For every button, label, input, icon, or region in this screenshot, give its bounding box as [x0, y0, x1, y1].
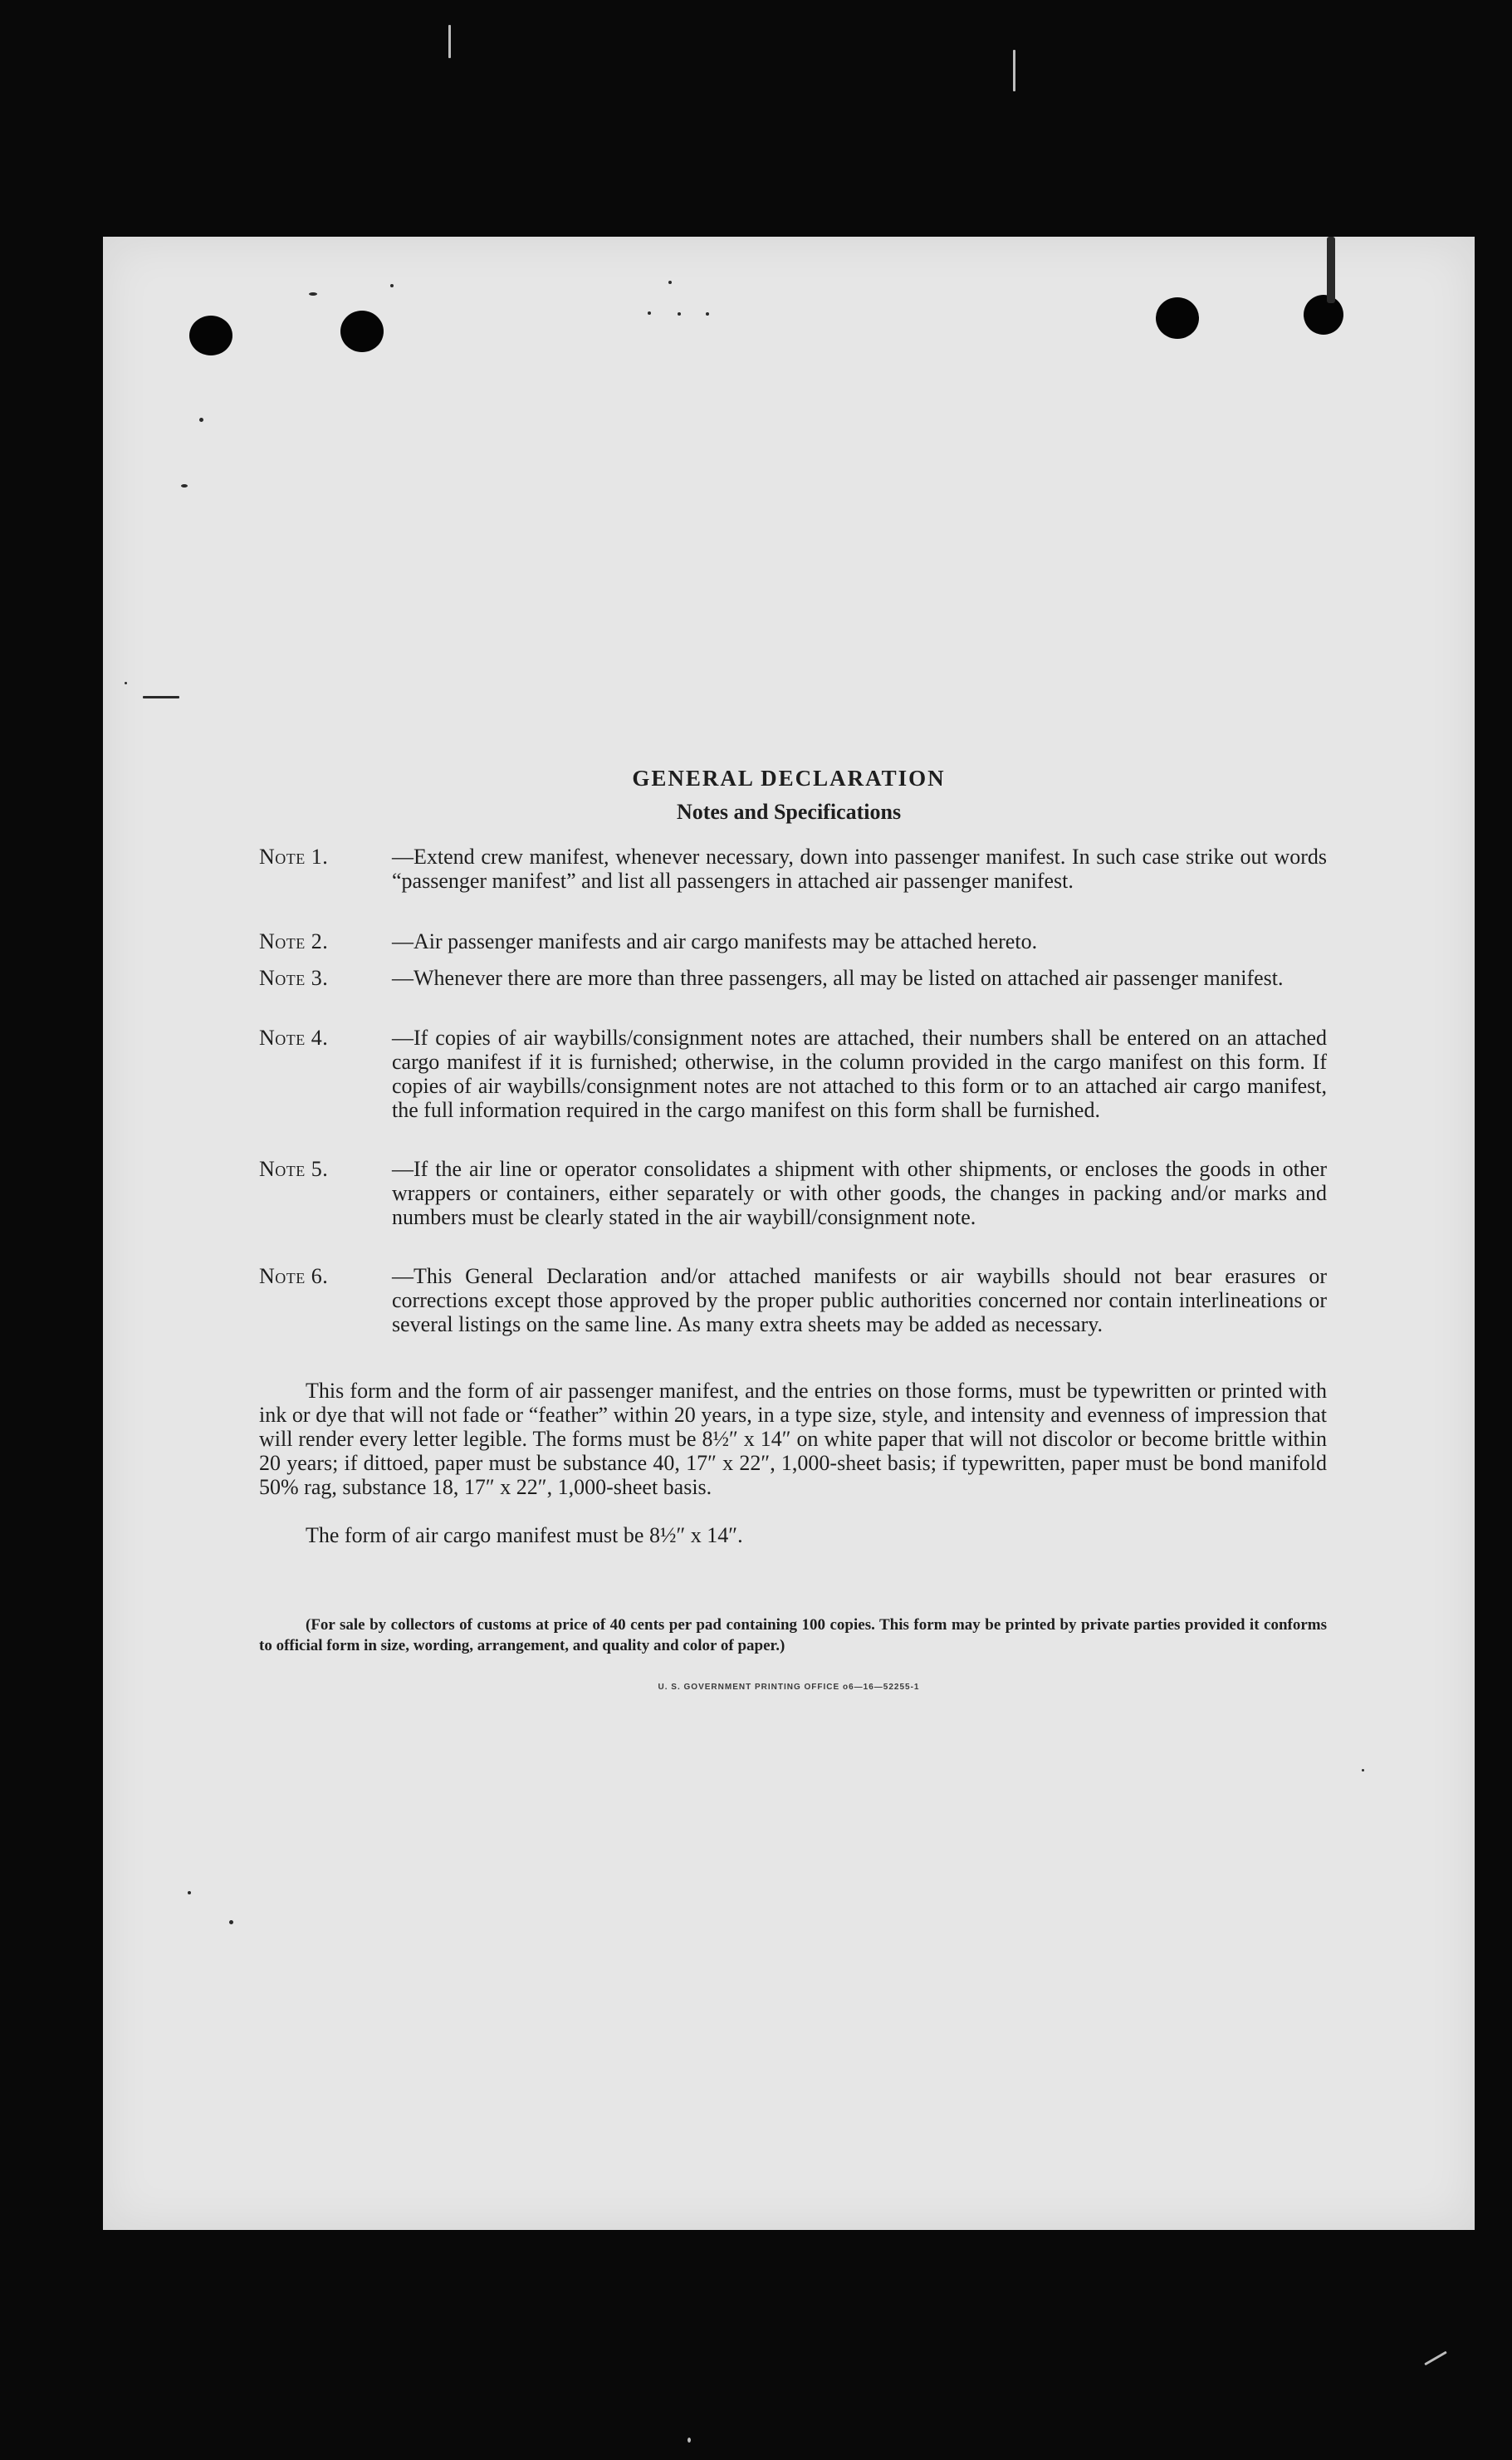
speck	[125, 682, 127, 684]
speck	[181, 484, 188, 488]
speck	[687, 2438, 691, 2443]
note-4	[259, 1026, 1327, 1122]
punch-hole	[189, 316, 232, 355]
punch-hole	[1156, 297, 1199, 339]
speck	[448, 25, 451, 58]
speck	[668, 281, 672, 284]
note-3	[259, 966, 1327, 990]
note-label: Note 2.	[259, 929, 329, 953]
punch-hole	[1304, 295, 1343, 335]
note-1	[259, 845, 1327, 893]
speck	[143, 696, 179, 698]
speck	[678, 312, 681, 316]
speck	[309, 292, 317, 296]
paper-sheet	[103, 237, 1475, 2230]
cargo-manifest-size-note: The form of air cargo manifest must be 8½″ x 14″.	[306, 1523, 743, 1547]
note-label: Note 3.	[259, 966, 329, 990]
note-label: Note 6.	[259, 1264, 329, 1288]
speck	[1424, 2351, 1446, 2366]
note-5	[259, 1157, 1327, 1229]
speck	[390, 284, 394, 287]
note-label: Note 4.	[259, 1026, 329, 1050]
note-label: Note 1.	[259, 845, 329, 869]
printer-imprint: U. S. GOVERNMENT PRINTING OFFICE o6—16—52255-1	[658, 1683, 920, 1692]
note-text: —If copies of air waybills/consignment notes are attached, their numbers shall be entered on an attached cargo manifest if it is furnished; otherwise, in the column provided in the cargo manifest on this form. If copies of air waybills/consignment notes are not attached to this form or to an attached air cargo manifest, the full information required in the cargo manifest on this form shall be furnished.	[392, 1026, 1327, 1122]
speck	[229, 1920, 233, 1924]
speck	[706, 312, 709, 316]
note-2	[259, 929, 1327, 953]
note-label: Note 5.	[259, 1157, 329, 1181]
speck	[199, 418, 203, 422]
sale-note: (For sale by collectors of customs at price of 40 cents per pad containing 100 copies. This form may be printed by private parties provided it conforms to official form in size, wording, arrangement, and quality and color of paper.)	[259, 1616, 1327, 1654]
note-text: —Air passenger manifests and air cargo manifests may be attached hereto.	[392, 929, 1038, 953]
note-text: —Whenever there are more than three passengers, all may be listed on attached air passenger manifest.	[392, 966, 1284, 990]
punch-hole	[340, 311, 384, 352]
page-subtitle: Notes and Specifications	[676, 800, 902, 824]
ink-streak	[1327, 237, 1335, 303]
specification-paragraph: This form and the form of air passenger manifest, and the entries on those forms, must be typewritten or printed with ink or dye that will not fade or “feather” within 20 years, in a type size, style, and intensity and evenness of impression that will render every letter legible. The forms must be 8½″ x 14″ on white paper that will not discolor or become brittle within 20 years; if dittoed, paper must be substance 40, 17″ x 22″, 1,000-sheet basis; if typewritten, paper must be bond manifold 50% rag, substance 18, 17″ x 22″, 1,000-sheet basis.	[259, 1379, 1327, 1499]
note-6	[259, 1264, 1327, 1336]
speck	[648, 311, 651, 315]
speck	[1362, 1769, 1364, 1771]
note-text: —This General Declaration and/or attached manifests or air waybills should not bear erasures or corrections except those approved by the proper public authorities concerned nor contain interlineations or several listings on the same line. As many extra sheets may be added as necessary.	[392, 1264, 1327, 1336]
page-title: GENERAL DECLARATION	[632, 766, 946, 791]
speck	[1013, 50, 1015, 91]
speck	[188, 1891, 191, 1894]
note-text: —Extend crew manifest, whenever necessary, down into passenger manifest. In such case strike out words “passenger manifest” and list all passengers in attached air passenger manifest.	[392, 845, 1327, 893]
note-text: —If the air line or operator consolidates a shipment with other shipments, or encloses the goods in other wrappers or containers, either separately or with other goods, the changes in packing and/or marks and numbers must be clearly stated in the air waybill/consignment note.	[392, 1157, 1327, 1229]
